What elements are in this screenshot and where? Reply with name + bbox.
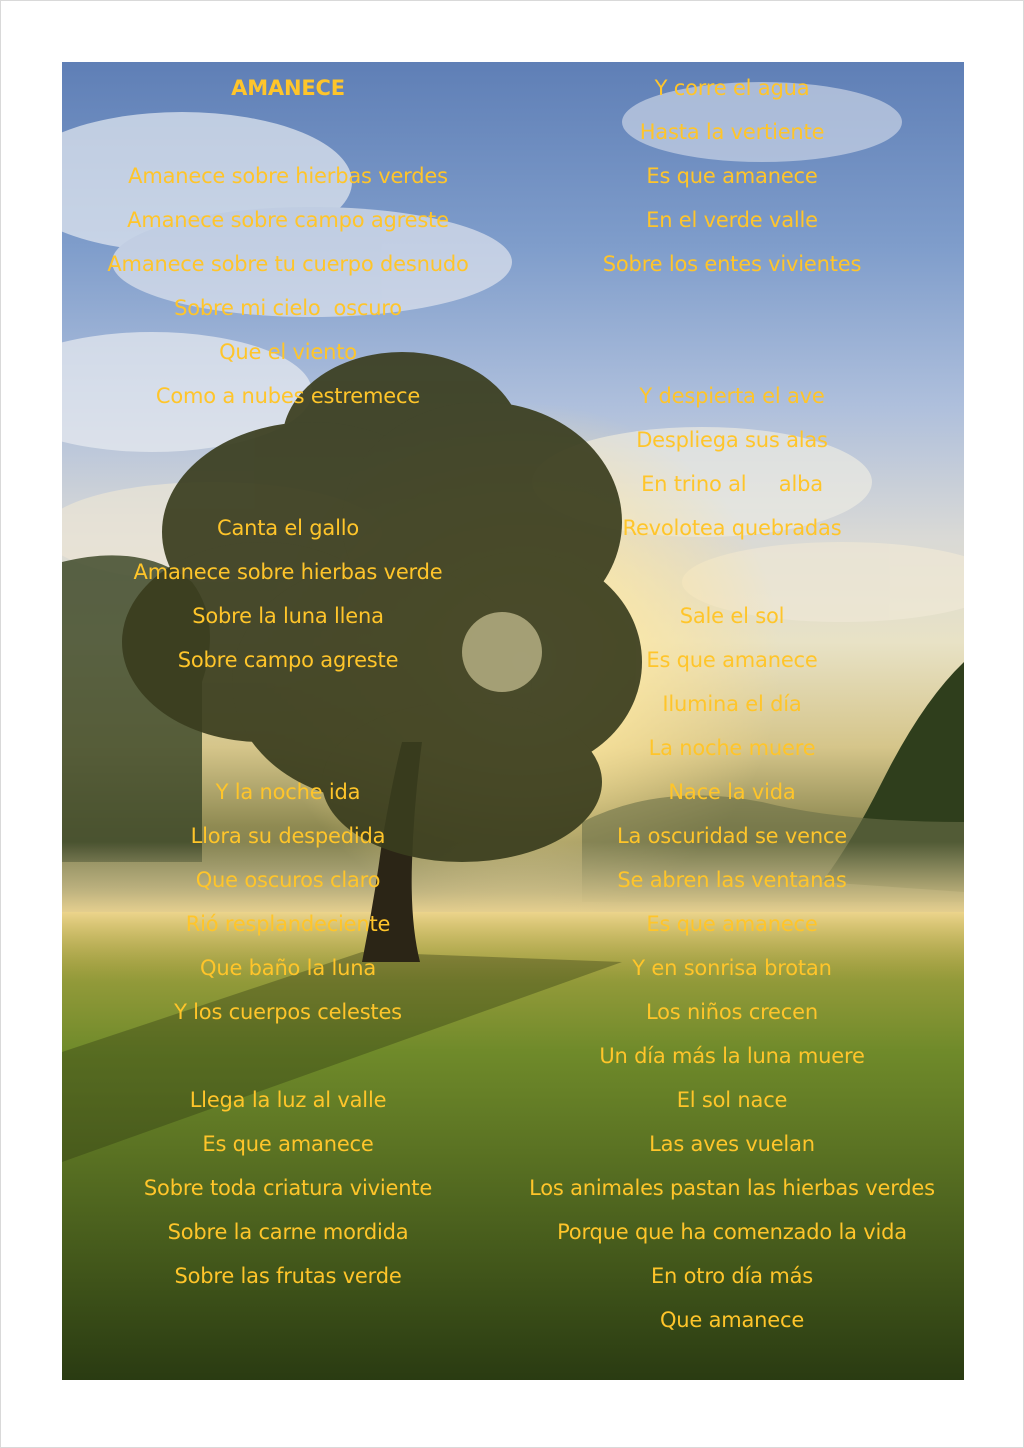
poem-line: Sobre toda criatura viviente (143, 1176, 433, 1200)
poem-line: Rió resplandeciente (185, 912, 391, 936)
poem-line (62, 418, 514, 462)
poem-line: Amanece sobre hierbas verde (133, 560, 443, 584)
poem-line: En el verde valle (646, 208, 818, 232)
poem-line: Porque que ha comenzado la vida (557, 1220, 907, 1244)
poem-line: Un día más la luna muere (599, 1044, 865, 1068)
poem-line: Es que amanece (646, 912, 818, 936)
poem-line: Sobre la carne mordida (167, 1220, 409, 1244)
poem-line: Y en sonrisa brotan (632, 956, 832, 980)
poem-line: Amanece sobre tu cuerpo desnudo (107, 252, 469, 276)
poem-line: Llora su despedida (190, 824, 386, 848)
poem-column-right (504, 66, 960, 1342)
poem-line: En trino al alba (641, 472, 823, 496)
poem-line: Es que amanece (646, 164, 818, 188)
poem-line: Como a nubes estremece (155, 384, 421, 408)
poem-line: Despliega sus alas (636, 428, 828, 452)
poem-line: El sol nace (676, 1088, 788, 1112)
poem-line: Nace la vida (668, 780, 796, 804)
poem-line: Llega la luz al valle (189, 1088, 387, 1112)
poem-line (62, 726, 514, 770)
poem-line: Sobre las frutas verde (174, 1264, 402, 1288)
poem-line: Y la noche ida (215, 780, 361, 804)
poem-line (62, 1034, 514, 1078)
poem-line: Y los cuerpos celestes (174, 1000, 402, 1024)
poem-line (504, 550, 960, 594)
poem-line: Amanece sobre hierbas verdes (128, 164, 448, 188)
poem-line: Que amanece (659, 1308, 805, 1332)
poem-line: Amanece sobre campo agreste (127, 208, 449, 232)
poem-line: Los niños crecen (646, 1000, 818, 1024)
poem-line: Sobre campo agreste (177, 648, 399, 672)
poem-line: Ilumina el día (662, 692, 802, 716)
poem-line (62, 110, 514, 154)
poem-title: AMANECE (231, 76, 345, 100)
poem-line: Revolotea quebradas (622, 516, 842, 540)
poem-line: Sobre la luna llena (192, 604, 384, 628)
poem-line: Canta el gallo (217, 516, 359, 540)
poem-line: Se abren las ventanas (617, 868, 847, 892)
poem-line (504, 286, 960, 330)
poem-line: Sale el sol (679, 604, 785, 628)
poem-line (504, 330, 960, 374)
poem-line: Es que amanece (202, 1132, 374, 1156)
poem-line: Sobre los entes vivientes (602, 252, 862, 276)
poem-line: Y corre el agua (654, 76, 810, 100)
poem-line: Que baño la luna (200, 956, 376, 980)
poem-column-left (62, 66, 514, 1298)
poem-line: Y despierta el ave (639, 384, 825, 408)
poem-line: Hasta la vertiente (639, 120, 825, 144)
poem-line: Los animales pastan las hierbas verdes (529, 1176, 935, 1200)
poem-line: Que oscuros claro (195, 868, 381, 892)
poem-line: Las aves vuelan (649, 1132, 815, 1156)
poem-line: La noche muere (648, 736, 816, 760)
poem-line: Que el viento (219, 340, 357, 364)
poem-line (62, 682, 514, 726)
poem-line: En otro día más (650, 1264, 813, 1288)
poem-line: La oscuridad se vence (616, 824, 848, 848)
poem-line: Es que amanece (646, 648, 818, 672)
poem-line (62, 462, 514, 506)
poem-line: Sobre mi cielo oscuro (174, 296, 402, 320)
